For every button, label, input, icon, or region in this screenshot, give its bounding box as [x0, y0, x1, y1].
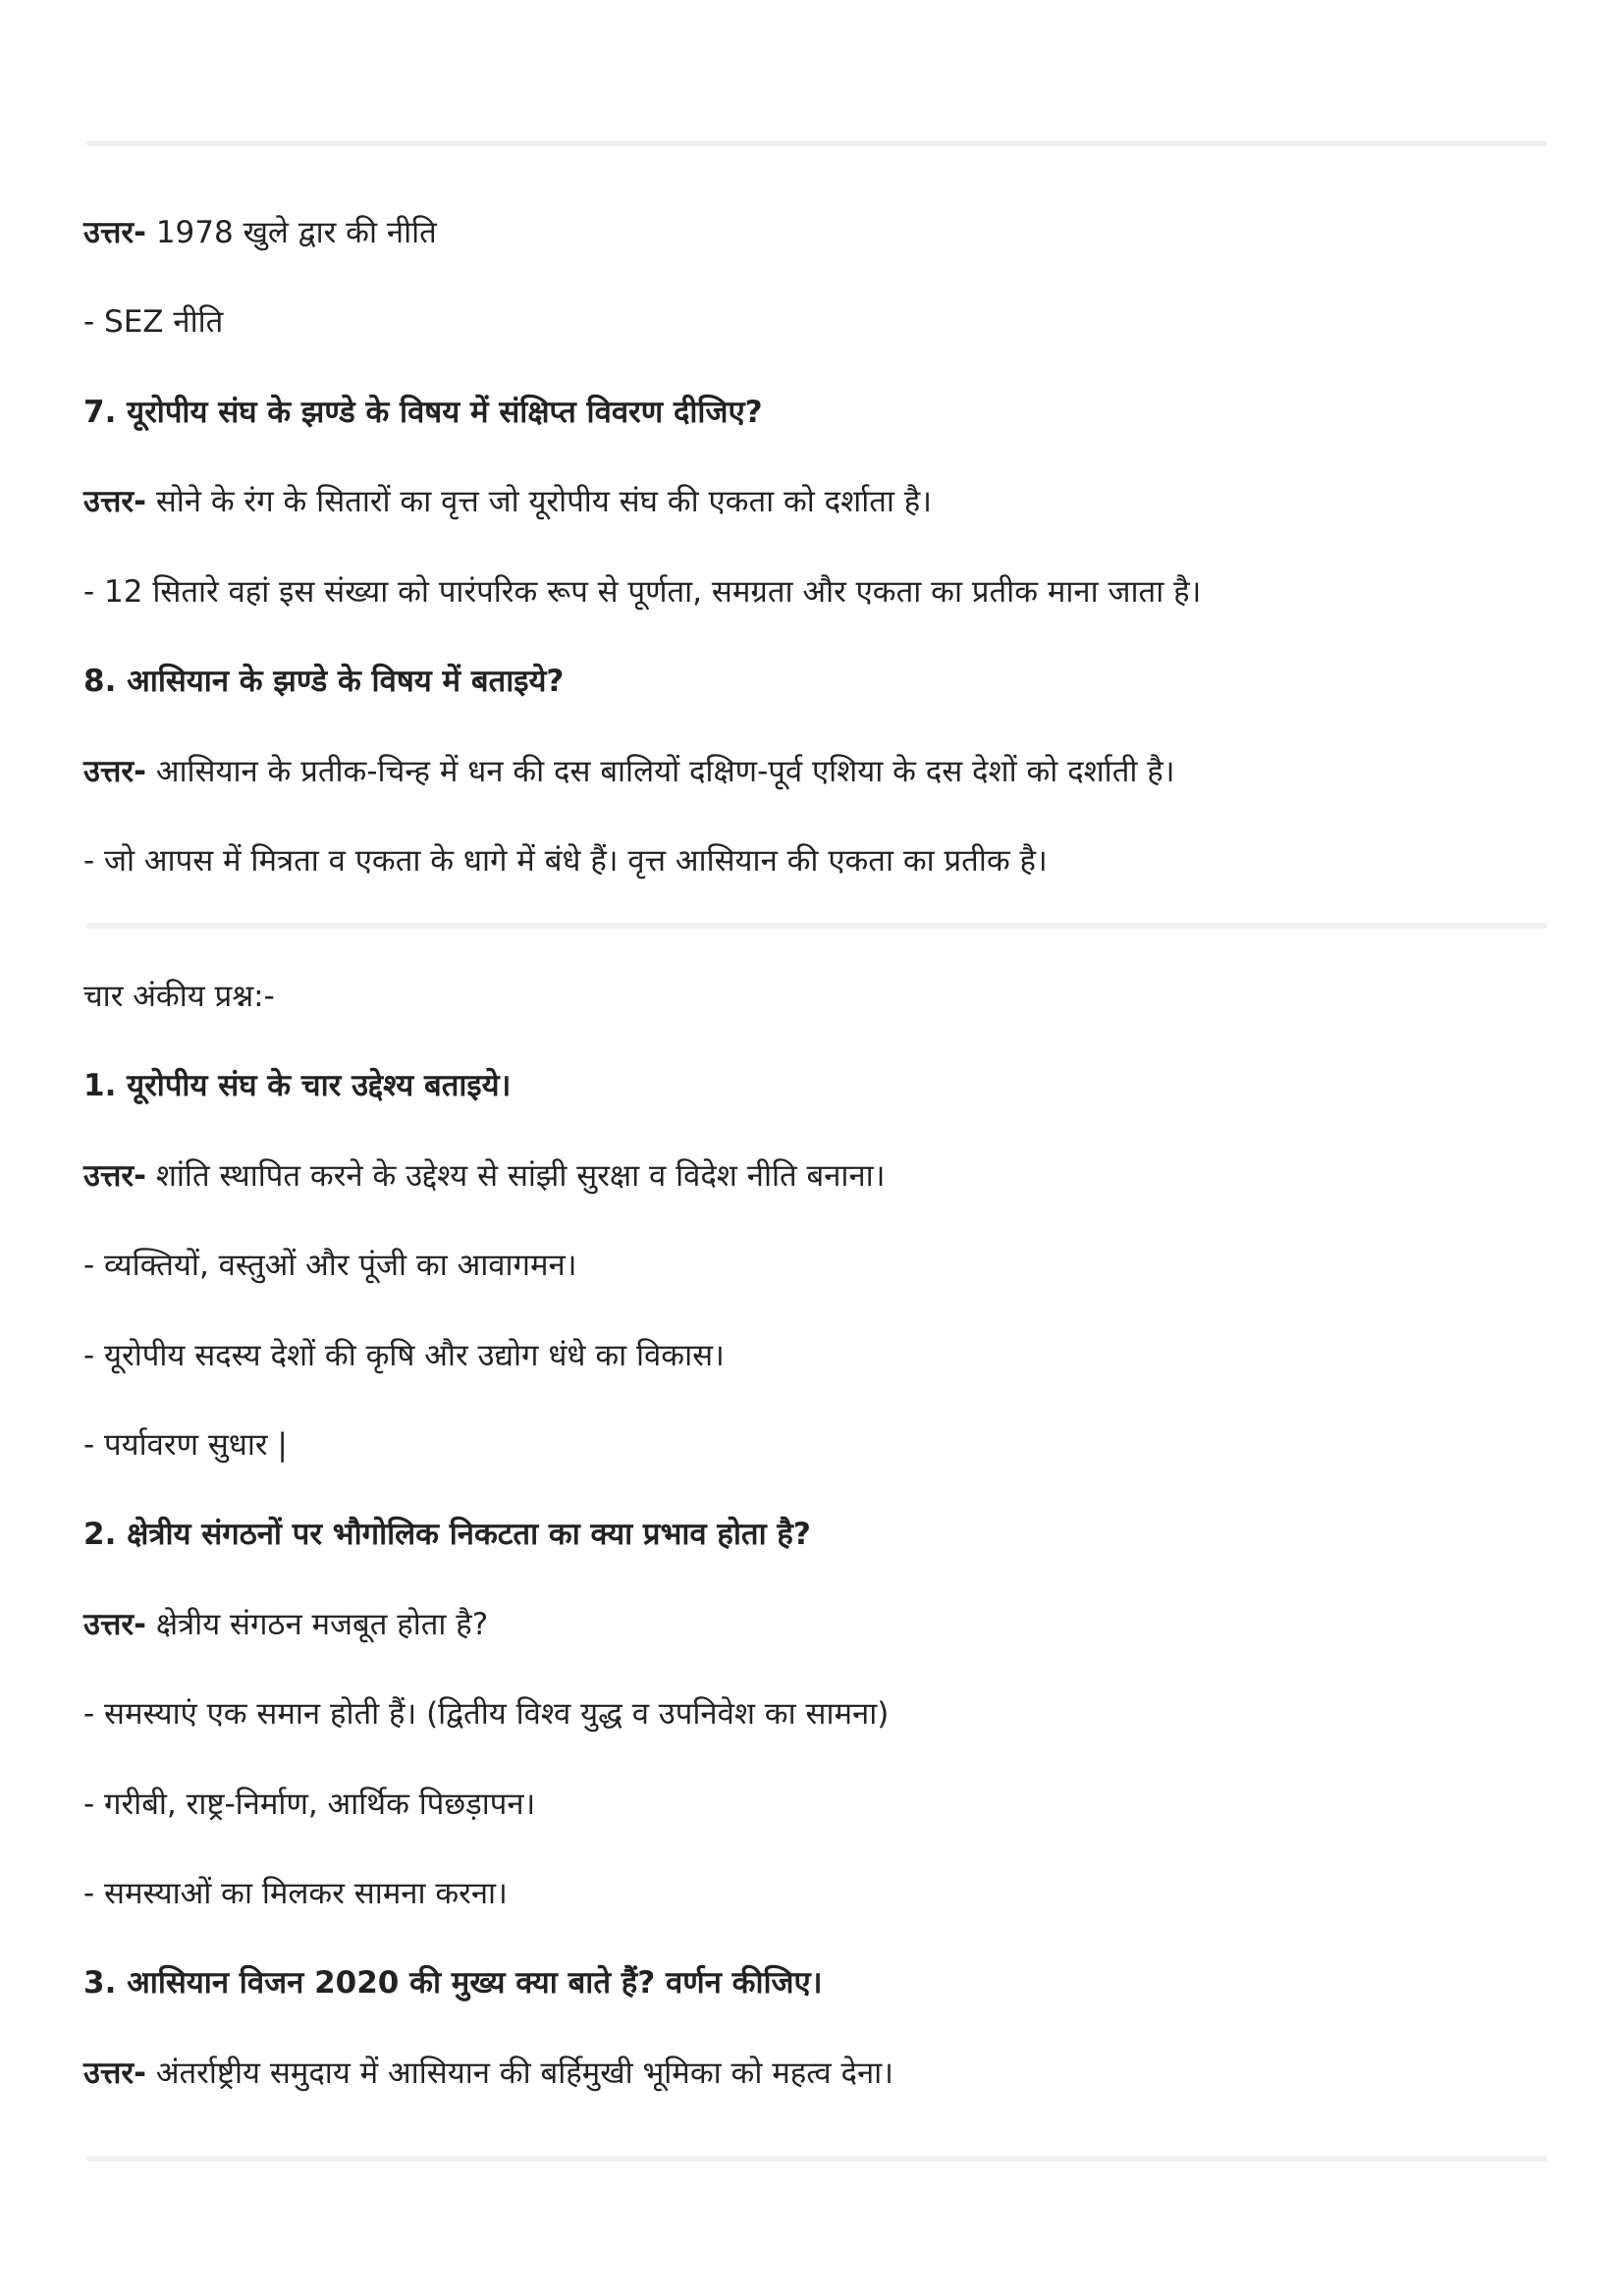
answer-text: अंतर्राष्ट्रीय समुदाय में आसियान की बर्हिमुखी भूमिका को महत्व देना।	[145, 2056, 893, 2091]
bottom-divider	[86, 2156, 1547, 2162]
answer-line	[83, 1605, 488, 1644]
bullet-line: - समस्याओं का मिलकर सामना करना।	[83, 1876, 508, 1911]
answer-label: उत्तर-	[83, 1158, 146, 1194]
bullet-line: - यूरोपीय सदस्य देशों की कृषि और उद्योग धंधे का विकास।	[83, 1338, 725, 1373]
top-divider	[86, 140, 1547, 146]
answer-text: आसियान के प्रतीक-चिन्ह में धन की दस बालियों दक्षिण-पूर्व एशिया के दस देशों को दर्शाती है।	[145, 754, 1175, 789]
answer-line	[83, 1156, 885, 1196]
answer-label: उत्तर-	[83, 215, 146, 250]
answer-line	[83, 213, 437, 252]
answer-line	[83, 752, 1174, 791]
bullet-line: - SEZ नीति	[83, 304, 224, 340]
answer-text: क्षेत्रीय संगठन मजबूत होता है?	[145, 1607, 489, 1642]
answer-text: सोने के रंग के सितारों का वृत्त जो यूरोपीय संघ की एकता को दर्शाता है।	[145, 484, 933, 519]
middle-divider	[86, 923, 1547, 929]
answer-line	[83, 482, 932, 521]
question-3: 3. आसियान विजन 2020 की मुख्य क्या बाते हैं? वर्णन कीजिए।	[83, 1965, 823, 2001]
question-8: 8. आसियान के झण्डे के विषय में बताइये?	[83, 664, 565, 699]
bullet-line: - व्यक्तियों, वस्तुओं और पूंजी का आवागमन।	[83, 1248, 577, 1283]
answer-label: उत्तर-	[83, 2056, 146, 2091]
question-7: 7. यूरोपीय संघ के झण्डे के विषय में संक्षिप्त विवरण दीजिए?	[83, 395, 763, 430]
question-1: 1. यूरोपीय संघ के चार उद्देश्य बताइये।	[83, 1068, 512, 1103]
bullet-line: - समस्याएं एक समान होती हैं। (द्वितीय विश्व युद्ध व उपनिवेश का सामना)	[83, 1696, 890, 1732]
answer-line	[83, 2054, 893, 2093]
bullet-line: - जो आपस में मित्रता व एकता के धागे में बंधे हैं। वृत्त आसियान की एकता का प्रतीक है।	[83, 843, 1048, 879]
answer-text: शांति स्थापित करने के उद्देश्य से सांझी सुरक्षा व विदेश नीति बनाना।	[145, 1158, 886, 1194]
bullet-line: - 12 सितारे वहां इस संख्या को पारंपरिक रूप से पूर्णता, समग्रता और एकता का प्रतीक माना जाता है।	[83, 574, 1202, 610]
answer-label: उत्तर-	[83, 754, 146, 789]
bullet-line: - गरीबी, राष्ट्र-निर्माण, आर्थिक पिछड़ापन।	[83, 1787, 536, 1822]
answer-text: 1978 खुले द्वार की नीति	[145, 215, 437, 250]
question-2: 2. क्षेत्रीय संगठनों पर भौगोलिक निकटता का क्या प्रभाव होता है?	[83, 1517, 811, 1552]
section-heading: चार अंकीय प्रश्न:-	[83, 979, 275, 1014]
bullet-line: - पर्यावरण सुधार |	[83, 1427, 288, 1463]
answer-label: उत्तर-	[83, 1607, 146, 1642]
answer-label: उत्तर-	[83, 484, 146, 519]
